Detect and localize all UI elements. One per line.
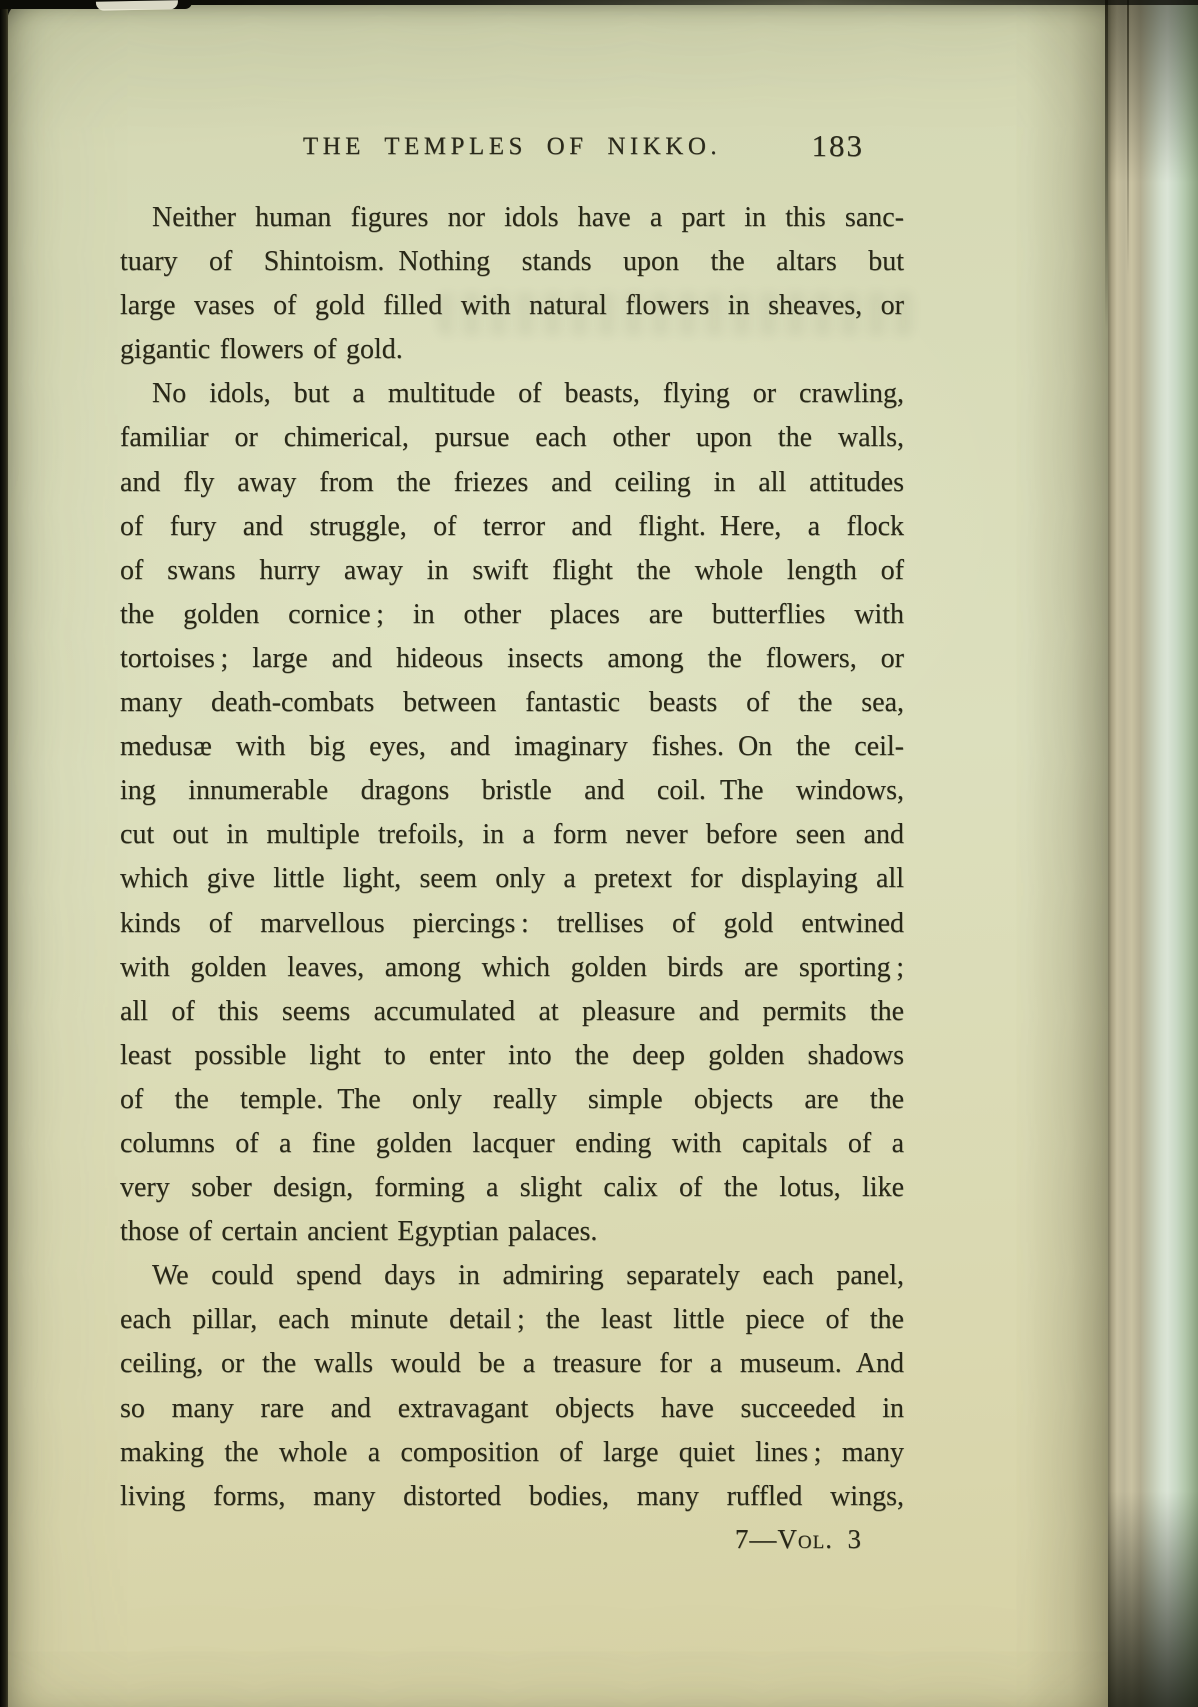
page-edge-line [1105,0,1108,330]
text-line: ceiling, or the walls would be a treasure for a museum. And [120,1348,904,1380]
text-line: with golden leaves, among which golden birds are sporting ; [120,951,904,983]
book-gutter-shadow [0,0,8,1707]
text-line: which give little light, seem only a pretext for displaying all [120,863,904,895]
text-line: the golden cornice ; in other places are butterflies with [120,598,904,630]
text-line: of swans hurry away in swift flight the whole length of [120,554,904,586]
text-line: cut out in multiple trefoils, in a form never before seen and [120,819,904,851]
text-line: Neither human figures nor idols have a part in this sanc- [152,202,904,233]
text-line: large vases of gold filled with natural flowers in sheaves, or [120,290,904,322]
signature-mark: 7—Vol. 3 [734,1524,862,1554]
book-fore-edge [1108,0,1198,1707]
text-line: ing innumerable dragons bristle and coil. The windows, [120,775,904,807]
text-line: No idols, but a multitude of beasts, flying or crawling, [152,378,904,410]
text-line: medusæ with big eyes, and imaginary fishes. On the ceil- [120,731,904,763]
text-line: kinds of marvellous piercings : trellises of gold entwined [120,907,904,939]
text-line: familiar or chimerical, pursue each other upon the walls, [120,422,904,454]
text-line: very sober design, forming a slight calix of the lotus, like [120,1172,904,1204]
text-line: columns of a fine golden lacquer ending with capitals of a [120,1127,904,1159]
page-edge-line [1127,0,1129,275]
text-line: least possible light to enter into the deep golden shadows [120,1039,904,1071]
text-line: making the whole a composition of large quiet lines ; many [120,1436,904,1468]
book-page [7,0,1108,1707]
text-line: all of this seems accumulated at pleasure and permits the [120,995,904,1027]
text-line: many death-combats between fantastic beasts of the sea, [120,687,904,719]
text-line: so many rare and extravagant objects have succeeded in [120,1392,904,1424]
text-block [120,196,904,1519]
running-header-title: THE TEMPLES OF NIKKO. [302,133,722,160]
text-line: We could spend days in admiring separately each panel, [152,1260,904,1292]
text-line: each pillar, each minute detail ; the least little piece of the [120,1304,904,1336]
text-line: tuary of Shintoism. Nothing stands upon the altars but [120,246,904,278]
page-corner-sliver [96,0,178,10]
text-line: of the temple. The only really simple objects are the [120,1083,904,1115]
text-line: of fury and struggle, of terror and flight. Here, a flock [120,510,904,542]
text-line: those of certain ancient Egyptian palaces. [120,1216,598,1248]
running-header [120,126,904,170]
text-line: and fly away from the friezes and ceiling in all attitudes [120,466,904,498]
text-line: gigantic flowers of gold. [120,334,403,366]
text-line: living forms, many distorted bodies, many ruffled wings, [120,1480,904,1512]
text-line: tortoises ; large and hideous insects among the flowers, or [120,642,904,674]
page-number: 183 [811,128,864,163]
